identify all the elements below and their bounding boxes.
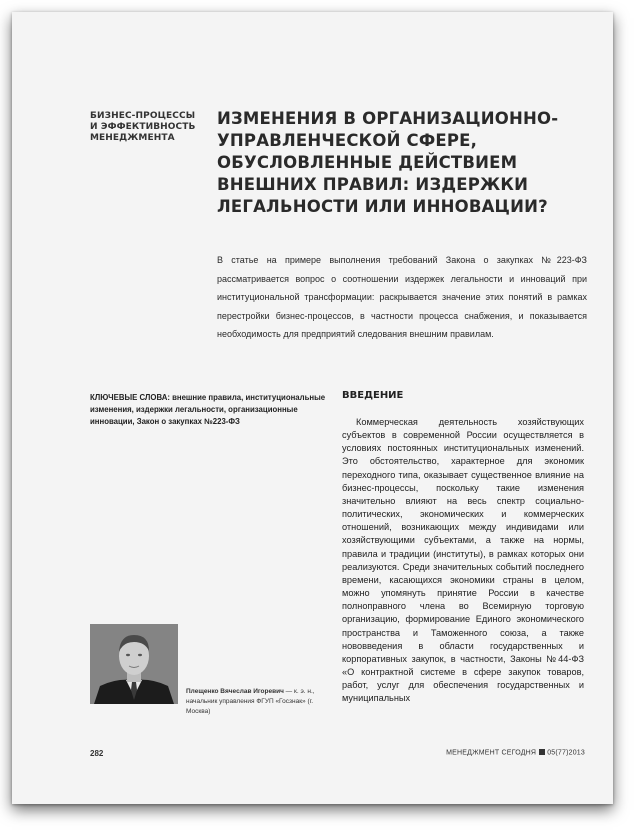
author-photo <box>90 624 178 704</box>
intro-heading: ВВЕДЕНИЕ <box>342 390 404 401</box>
article-title: ИЗМЕНЕНИЯ В ОРГАНИЗАЦИОННО-УПРАВЛЕНЧЕСКОЙ СФЕРЕ, ОБУСЛОВЛЕННЫЕ ДЕЙСТВИЕМ ВНЕШНИХ ПРАВИЛ: ИЗДЕРЖКИ ЛЕГАЛЬНОСТИ ИЛИ ИННОВАЦИИ? <box>217 109 559 216</box>
journal-issue: 05(77)2013 <box>547 749 585 757</box>
journal-footer <box>446 749 585 757</box>
author-info <box>186 687 336 717</box>
keywords-label: КЛЮЧЕВЫЕ СЛОВА: <box>90 393 170 402</box>
section-tag: БИЗНЕС-ПРОЦЕССЫ И ЭФФЕКТИВНОСТЬ МЕНЕДЖМЕНТА <box>90 111 196 143</box>
author-portrait-image <box>90 624 178 704</box>
author-details: — к. э. н., начальник управления ФГУП «Госзнак» (г. Москва) <box>186 688 315 715</box>
keywords-text: внешние правила, институциональные изменения, издержки легальности, организационные инновации, Закон о закупках №223-ФЗ <box>90 393 326 426</box>
intro-body-text: Коммерческая деятельность хозяйствующих субъектов в современной России осуществляется в условиях постоянных институциональных изменений. Это обстоятельство, характерное для экономик переходного типа, оказывает существенное влияние на бизнес-процессы, поскольку такие изменения значительно влияют на весь спектр социально-политических, экономических и коммерческих отношений, возникающих между индивидами или хозяйствующими субъектами, а также на нормы, правила и традиции (институты), в рамках которых они реализуются. Среди значительных событий последнего времени, касающихся экономики страны в целом, можно упомянуть принятие России в качестве полноправного члена во Всемирную торговую организацию, формирование Единого экономического пространства и Таможенного союза, а также нововведения в области государственных и корпоративных закупок, в частности, Законы №44-ФЗ «О контрактной системе в сфере закупок товаров, работ, услуг для обеспечения государственных и муниципальных <box>342 417 584 704</box>
journal-page <box>12 12 613 804</box>
abstract: В статье на примере выполнения требований Закона о закупках №223-ФЗ рассматривается вопрос о соотношении издержек легальности и инноваций при институциональной трансформации: раскрывается значение этих понятий в рамках перестройки бизнес-процессов, в частности процесса снабжения, и показывается необходимость для предприятий следования внешним правилам. <box>217 255 587 339</box>
page-number: 282 <box>90 749 104 758</box>
keywords <box>90 392 330 428</box>
author-name: Плещенко Вячеслав Игоревич <box>186 688 284 695</box>
journal-name: МЕНЕДЖМЕНТ СЕГОДНЯ <box>446 749 537 757</box>
square-separator-icon <box>539 749 545 755</box>
